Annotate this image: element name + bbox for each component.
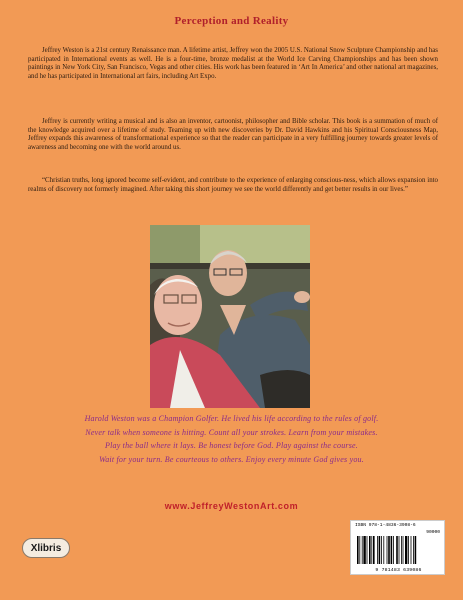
page-title: Perception and Reality (174, 15, 289, 27)
author-photo (150, 225, 310, 408)
website-link[interactable]: www.JeffreyWestonArt.com (164, 501, 299, 511)
publisher-logo: Xlibris (22, 538, 70, 558)
golf-quote (0, 412, 463, 466)
isbn-barcode (350, 520, 445, 575)
quote-line: Wait for your turn. Be courteous to others. Enjoy every minute God gives you. (99, 454, 364, 464)
price-code: 90000 (426, 530, 440, 535)
bio-paragraph-2: Jeffrey is currently writing a musical and is also an inventor, cartoonist, philosopher and Bible scholar. This book is a summation of much of the knowledge acquired over a lifetime of study. Teaming up with new discoveries by Dr. David Hawkins and his Spiritual Consciousness Map, Jeffrey expands this awareness of transformational experience so that the reader can participate in a very fulfilling journey towards greater levels of awareness and becoming one with the world around us. (28, 118, 438, 152)
bio-paragraph-1: Jeffrey Weston is a 21st century Renaissance man. A lifetime artist, Jeffrey won the 2005 U.S. National Snow Sculpture Championship and has participated in International events as well. He is a four-time, bronze medalist at the World Ice Carving Championships and has been shown paintings in New York City, San Francisco, Vegas and other cities. His work has been featured in ‘Art In America’ and other national art magazines, and he has participated in International art fairs, including Art Expo. (28, 47, 438, 81)
quote-line: Play the ball where it lays. Be honest before God. Play against the course. (104, 441, 359, 450)
isbn-label: ISBN 978-1-4836-3908-6 (355, 523, 416, 528)
isbn-digits: 9 781483 639086 (375, 568, 422, 573)
quote-line: Never talk when someone is hitting. Count all your strokes. Learn from your mistakes. (85, 427, 378, 437)
quote-line: Harold Weston was a Champion Golfer. He lived his life according to the rules of golf. (84, 414, 379, 423)
bio-quote-paragraph: “Christian truths, long ignored become self-evident, and contribute to the experience of enlarging conscious-ness, which allows expansion into realms of discovery not formerly imagined. After taking this short journey we see the world differently and get better results in our lives.” (28, 177, 438, 193)
barcode-bars (357, 536, 440, 564)
